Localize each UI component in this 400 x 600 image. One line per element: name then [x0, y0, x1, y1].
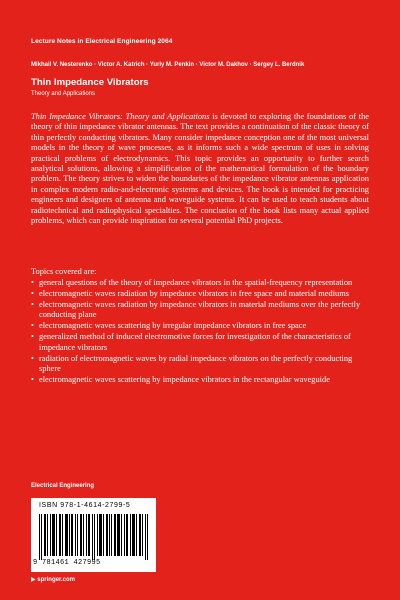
- topics-heading: Topics covered are:: [31, 267, 97, 276]
- topic-text: generalized method of induced electromotive forces for investigation of the characteristics of impedance vibrators: [39, 332, 351, 352]
- authors-line: Mikhail V. Nesterenko · Victor A. Katrich · Yuriy M. Penkin · Victor M. Dakhov · Sergey L. Berdnik: [31, 62, 305, 68]
- topic-item: [31, 375, 371, 385]
- bullet-icon: •: [31, 300, 34, 309]
- bullet-icon: •: [31, 289, 34, 298]
- topic-text: electromagnetic waves scattering by impedance vibrators in the rectangular waveguide: [39, 375, 330, 385]
- bullet-icon: •: [31, 278, 34, 287]
- bullet-icon: •: [31, 375, 34, 385]
- topic-item: [31, 321, 371, 331]
- topic-text: electromagnetic waves radiation by impedance vibrators in material mediums over the perfectly conducting plane: [39, 300, 361, 320]
- topic-item: [31, 300, 371, 321]
- isbn-barcode-box: [31, 498, 156, 572]
- subject-category: Electrical Engineering: [31, 483, 95, 489]
- description-text: is devoted to exploring the foundations of the theory of thin impedance vibrator antennas. The text provides a continuation of the classic theory of thin perfectly conducting vibrators. Many consider impedance conception one of the most universal models in the theory of wave processes, as it informs such a wide spectrum of uses in solving practical problems of electrodynamics. This topic provides an opportunity to further search analytical solutions, allowing a simplification of the mathematical formulation of the boundary problem. The theory strives to widen the boundaries of the impedance vibrator antennas application in complex modern radio-and-electronic systems and devices. The book is intended for practicing engineers and designers of antenna and waveguide systems. It can be used to teach students about radiotechnical and radiophysical specialties. The conclusion of the book lists many actual applied problems, which can provide inspiration for several potential PhD projects.: [31, 112, 369, 226]
- book-subtitle: Theory and Applications: [31, 91, 96, 97]
- bullet-icon: •: [31, 321, 34, 331]
- bullet-icon: •: [31, 353, 34, 363]
- book-title: Thin Impedance Vibrators: [31, 77, 149, 88]
- topic-text: general questions of the theory of impedance vibrators in the spatial-frequency representation: [39, 278, 353, 287]
- publisher-link[interactable]: ▶ springer.com: [31, 577, 75, 583]
- isbn-label: ISBN 978-1-4614-2799-5: [39, 502, 131, 509]
- bullet-icon: •: [31, 332, 34, 342]
- barcode-icon: [39, 514, 148, 560]
- topic-item: [31, 332, 371, 353]
- topic-text: radiation of electromagnetic waves by radial impedance vibrators on the perfectly conducting sphere: [39, 353, 353, 374]
- barcode-digits: 9 781461 427995: [33, 559, 101, 567]
- series-label: Lecture Notes in Electrical Engineering 2064: [31, 38, 173, 45]
- topic-item: [31, 289, 371, 299]
- description-italic-title: Thin Impedance Vibrators: Theory and Applications: [31, 112, 210, 121]
- topic-item: [31, 278, 371, 288]
- topic-text: electromagnetic waves scattering by irregular impedance vibrators in free space: [39, 321, 307, 331]
- topic-item: [31, 354, 371, 375]
- description-paragraph: [31, 112, 369, 226]
- topic-text: electromagnetic waves radiation by impedance vibrators in free space and material mediums: [39, 289, 349, 298]
- topics-list: [31, 278, 371, 386]
